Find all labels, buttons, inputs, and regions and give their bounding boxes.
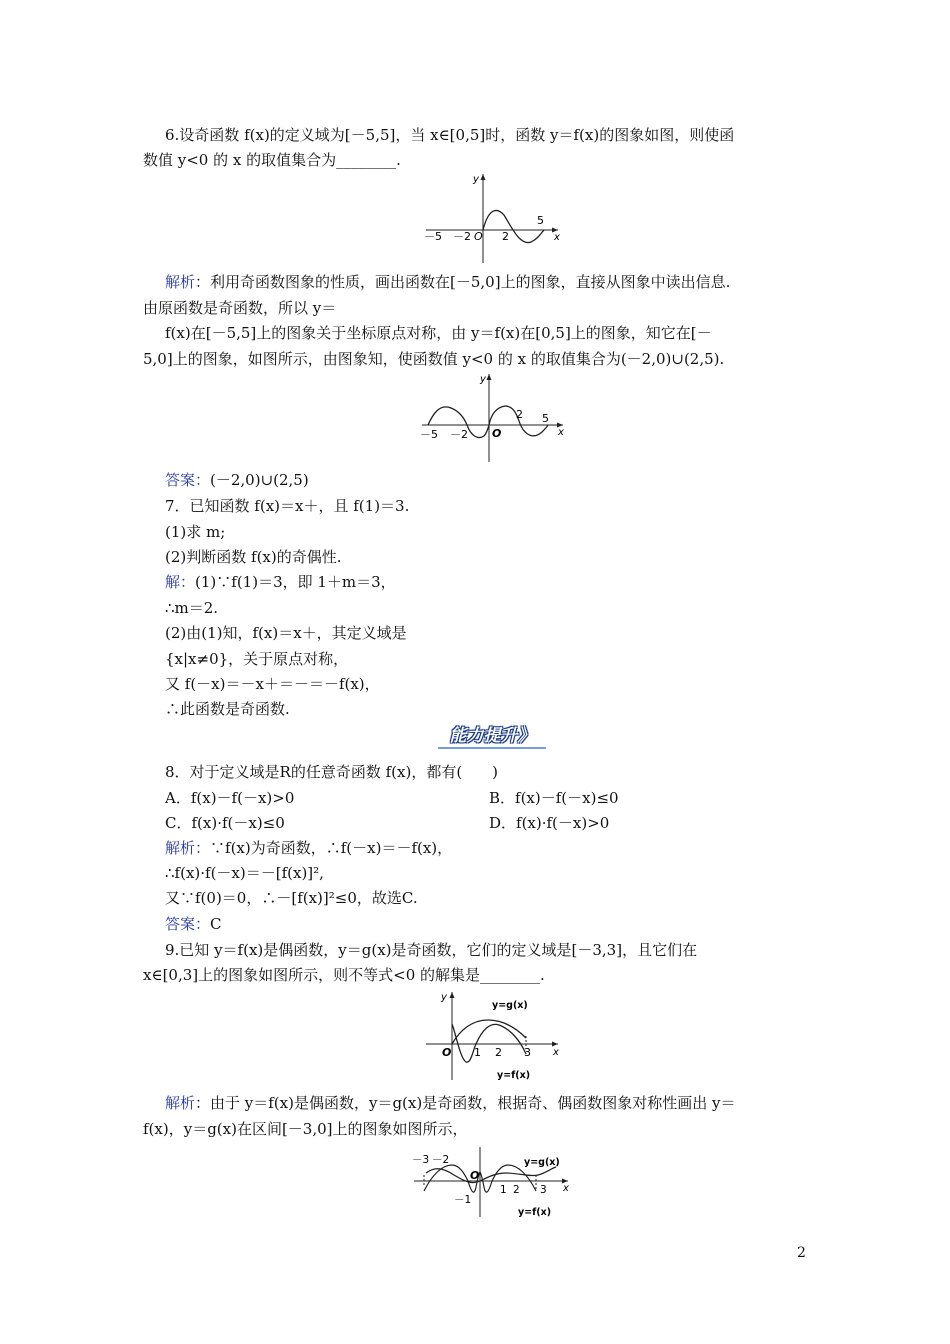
- sol7-line4: {x|x≠0}，关于原点对称，: [165, 650, 349, 668]
- q6-fig-origin: O: [474, 230, 483, 243]
- sol7-label: 解：: [165, 573, 196, 591]
- q6-figure: [420, 168, 565, 272]
- q9-fig-tick-2: 2: [495, 1046, 502, 1059]
- sol6-figure: [418, 370, 568, 469]
- sol9-fig-origin: O: [470, 1169, 480, 1182]
- sol9-line2: f(x)，y＝g(x)在区间[－3,0]上的图象如图所示，: [143, 1120, 468, 1138]
- sol6-fig-m5: －5: [420, 428, 438, 441]
- sol6-fig-p5: 5: [542, 412, 549, 425]
- ans6-text: (－2,0)∪(2,5): [210, 471, 309, 489]
- ans8-text: C: [210, 915, 222, 933]
- q6-fig-x-label: x: [554, 232, 560, 243]
- q9-figure: [420, 988, 565, 1092]
- sol8-line2: ∴f(x)·f(－x)＝－[f(x)]²,: [165, 864, 324, 882]
- sol6-label: 解析: [165, 273, 196, 291]
- q6-fig-y-label: y: [473, 174, 479, 185]
- q6-line1: 6.设奇函数 f(x)的定义域为[－5,5]，当 x∈[0,5]时，函数 y＝f(x)的图象如图，则使函: [165, 126, 735, 144]
- q7-line1: 7．已知函数 f(x)＝x＋，且 f(1)＝3.: [165, 497, 410, 515]
- sol9-fig-m3: －3: [412, 1154, 430, 1166]
- ans6-line: [165, 470, 309, 490]
- sol7-line6: ∴此函数是奇函数.: [165, 700, 290, 718]
- q6-fig-m2: －2: [453, 230, 471, 243]
- sol9-line1: 解析：由于 y＝f(x)是偶函数，y＝g(x)是奇函数，根据奇、偶函数图象对称性画出 y＝: [165, 1094, 736, 1112]
- ability-banner-text: 能力提升》: [449, 726, 535, 746]
- sol9-fig-f-label: y=f(x): [518, 1207, 552, 1218]
- sol6-line2: 由原函数是奇函数，所以 y＝: [143, 299, 337, 317]
- sol9-fig-tick-3: 3: [540, 1184, 547, 1196]
- ability-section-banner: [436, 724, 548, 750]
- sol8-label: 解析：: [165, 839, 211, 857]
- q9-fig-g-label: y=g(x): [492, 1000, 528, 1011]
- sol6-line3: f(x)在[－5,5]上的图象关于坐标原点对称，由 y＝f(x)在[0,5]上的图象，知它在[－: [165, 324, 712, 342]
- sol6-line1: 解析：利用奇函数图象的性质，画出函数在[－5,0]上的图象，直接从图象中读出信息.: [165, 273, 731, 291]
- sol7-line5: 又 f(－x)＝－x＋＝－＝－f(x)，: [165, 675, 380, 693]
- sol8-line1: 解析：∵f(x)为奇函数，∴f(－x)＝－f(x)，: [165, 839, 453, 857]
- sol9-fig-g-label: y=g(x): [524, 1157, 560, 1168]
- sol9-fig-m1: －1: [454, 1194, 472, 1206]
- q6-line2: 数值 y<0 的 x 的取值集合为________.: [143, 151, 401, 169]
- sol6-fig-p2: 2: [516, 408, 523, 421]
- ans6-label: 答案：: [165, 471, 211, 489]
- ans8-line: [165, 914, 222, 934]
- q7-line3: (2)判断函数 f(x)的奇偶性.: [165, 548, 342, 566]
- sol7-line2: ∴m＝2.: [165, 599, 219, 617]
- sol6-line4: 5,0]上的图象，如图所示，由图象知，使函数值 y<0 的 x 的取值集合为(－2,0)∪(2,5).: [143, 350, 725, 368]
- q9-fig-f-label: y=f(x): [497, 1070, 531, 1081]
- q8-option-a: A．f(x)－f(－x)>0: [165, 789, 295, 807]
- q9-line2: x∈[0,3]上的图象如图所示，则不等式<0 的解集是________.: [143, 966, 545, 984]
- sol9-fig-tick-2: 2: [513, 1184, 520, 1196]
- q9-line1: 9.已知 y＝f(x)是偶函数，y＝g(x)是奇函数，它们的定义域是[－3,3]，且它们在: [165, 941, 698, 959]
- q7-line2: (1)求 m;: [165, 523, 226, 541]
- q9-fig-tick-3: 3: [524, 1046, 531, 1059]
- q8-stem: 8．对于定义域是R的任意奇函数 f(x)，都有( ): [165, 763, 499, 781]
- q9-fig-origin: O: [442, 1046, 452, 1059]
- sol6-fig-m2: －2: [450, 428, 468, 441]
- sol6-fig-origin: O: [492, 427, 502, 440]
- sol9-fig-m2: －2: [432, 1154, 450, 1166]
- sol9-label: 解析: [165, 1094, 196, 1112]
- q6-fig-m5: －5: [424, 230, 442, 243]
- q9-fig-x-label: x: [553, 1047, 559, 1058]
- q6-fig-p2: 2: [502, 230, 509, 243]
- sol7-line1: 解：(1)∵f(1)＝3，即 1＋m＝3，: [165, 573, 396, 591]
- q8-option-c: C．f(x)·f(－x)≤0: [165, 814, 285, 832]
- q9-fig-y-label: y: [441, 992, 447, 1003]
- q8-option-d: D．f(x)·f(－x)>0: [489, 814, 610, 832]
- sol9-fig-x-label: x: [563, 1183, 569, 1194]
- sol6-fig-y-label: y: [480, 374, 486, 385]
- ans8-label: 答案：: [165, 915, 211, 933]
- q6-fig-p5: 5: [537, 214, 544, 227]
- sol8-line3: 又∵f(0)＝0，∴－[f(x)]²≤0，故选C.: [165, 889, 418, 907]
- sol7-line3: (2)由(1)知，f(x)＝x＋，其定义域是: [165, 624, 407, 642]
- sol9-figure: [410, 1145, 575, 1224]
- q8-option-b: B．f(x)－f(－x)≤0: [489, 789, 619, 807]
- sol6-fig-x-label: x: [558, 427, 564, 438]
- q9-fig-tick-1: 1: [474, 1046, 481, 1059]
- page-number: 2: [797, 1245, 806, 1261]
- sol9-fig-tick-1: 1: [500, 1184, 507, 1196]
